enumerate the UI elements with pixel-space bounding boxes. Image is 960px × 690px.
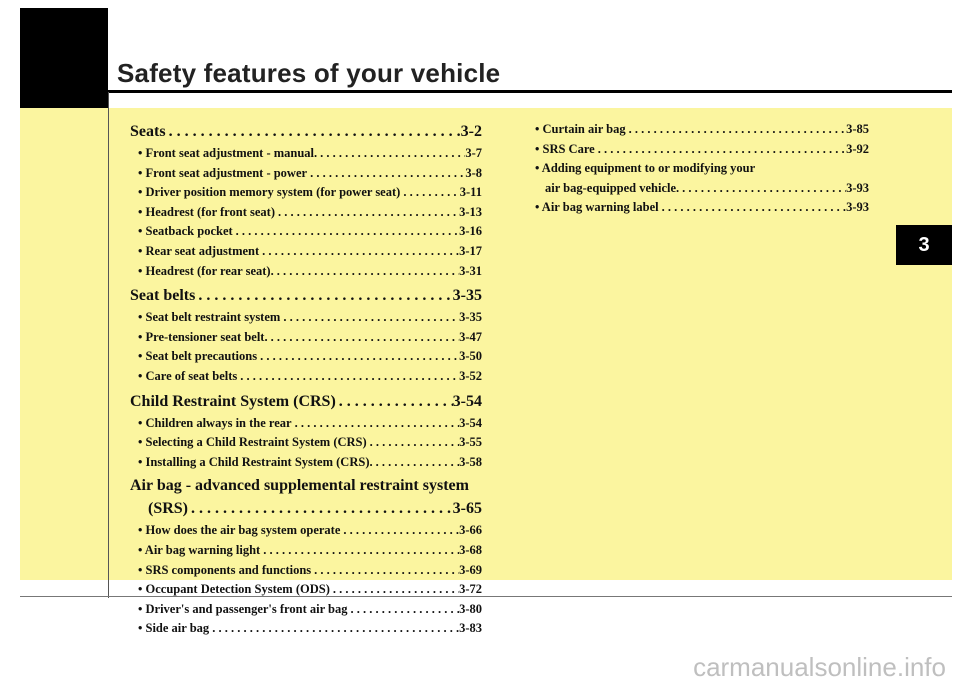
toc-entry[interactable] — [130, 561, 482, 581]
dot-leader — [188, 497, 453, 521]
toc-entry-title: • Seat belt restraint system — [138, 310, 281, 325]
toc-entry-page: 3-2 — [460, 123, 482, 140]
toc-entry[interactable] — [130, 144, 482, 164]
toc-entry-title: • Air bag warning light — [138, 542, 261, 557]
toc-entry-page: 3-50 — [459, 349, 482, 364]
toc-entry-title: • Curtain air bag — [535, 122, 626, 136]
toc-entry-title: • Rear seat adjustment — [138, 243, 260, 258]
toc-entry-title: • Care of seat belts — [138, 368, 238, 383]
toc-entry-title: • SRS Care — [535, 141, 595, 156]
dot-leader — [311, 561, 459, 581]
toc-entry-page: 3-54 — [459, 415, 482, 430]
toc-entry[interactable] — [130, 600, 482, 620]
dot-leader — [317, 144, 465, 164]
toc-right-column — [527, 120, 869, 218]
toc-entry-page: 3-83 — [459, 621, 482, 636]
dot-leader — [330, 580, 459, 600]
toc-entry-page: 3-72 — [459, 582, 482, 597]
dot-leader — [367, 433, 459, 453]
toc-entry-title: • SRS components and functions — [138, 562, 312, 577]
toc-entry[interactable] — [130, 222, 482, 242]
page-title: Safety features of your vehicle — [117, 58, 501, 88]
toc-entry-title: • Seat belt precautions — [138, 349, 258, 364]
toc-entry-title: • Front seat adjustment - manual. — [138, 146, 318, 160]
dot-leader — [237, 367, 459, 387]
dot-leader — [400, 183, 459, 203]
toc-entry-title: • Headrest (for front seat) — [138, 204, 275, 219]
dot-leader — [257, 347, 459, 367]
dot-leader — [274, 262, 459, 282]
toc-entry[interactable] — [527, 198, 869, 218]
toc-entry[interactable] — [130, 203, 482, 223]
toc-entry-title: Child Restraint System (CRS) — [130, 392, 336, 410]
toc-entry-page: 3-85 — [846, 122, 869, 136]
toc-entry[interactable] — [130, 433, 482, 453]
toc-entry-page: 3-17 — [459, 243, 482, 258]
toc-entry[interactable] — [130, 453, 482, 473]
toc-entry[interactable] — [130, 183, 482, 203]
toc-entry-page: 3-16 — [459, 224, 482, 239]
toc-entry[interactable] — [130, 497, 482, 521]
toc-entry[interactable] — [130, 308, 482, 328]
toc-entry-title: • Air bag warning label — [535, 200, 659, 215]
toc-entry-page: 3-8 — [465, 165, 482, 180]
chapter-tab-number: 3 — [918, 234, 930, 256]
toc-entry-title: • Installing a Child Restraint System (CRS). — [138, 454, 373, 469]
toc-entry[interactable] — [130, 580, 482, 600]
toc-entry-title: • Pre-tensioner seat belt. — [138, 329, 268, 344]
toc-entry-title: Seat belts — [130, 287, 196, 305]
toc-entry-title: (SRS) — [148, 500, 189, 518]
toc-entry-page: 3-65 — [452, 500, 482, 518]
corner-block — [20, 8, 108, 108]
watermark: carmanualsonline.info — [693, 652, 946, 682]
header-rule — [108, 90, 952, 93]
toc-entry-page: 3-92 — [846, 141, 869, 156]
toc-entry[interactable] — [130, 328, 482, 348]
toc-entry-title: • Occupant Detection System (ODS) — [138, 582, 330, 597]
toc-entry-page: 3-31 — [459, 263, 482, 278]
toc-entry-title: • Driver's and passenger's front air bag — [138, 601, 348, 616]
dot-leader — [659, 198, 846, 218]
toc-entry[interactable] — [130, 347, 482, 367]
toc-entry-page: 3-66 — [459, 523, 482, 538]
toc-entry[interactable] — [130, 390, 482, 414]
toc-entry[interactable] — [130, 619, 482, 639]
toc-entry-page: 3-13 — [459, 204, 482, 219]
dot-leader — [280, 308, 459, 328]
dot-leader — [626, 120, 846, 140]
toc-entry[interactable] — [130, 164, 482, 184]
margin-rule — [108, 92, 109, 598]
toc-entry[interactable] — [130, 541, 482, 561]
dot-leader — [336, 390, 453, 414]
toc-entry-page: 3-11 — [459, 185, 482, 200]
toc-entry-page: 3-47 — [459, 329, 482, 344]
toc-entry-title-line1: Air bag - advanced supplemental restraint system — [130, 477, 469, 495]
toc-entry[interactable] — [527, 120, 869, 140]
toc-left-column — [130, 120, 482, 639]
dot-leader — [373, 453, 459, 473]
toc-entry-page: 3-54 — [452, 392, 482, 410]
dot-leader — [340, 521, 459, 541]
dot-leader — [195, 284, 452, 308]
toc-entry-title-line1: • Adding equipment to or modifying your — [535, 161, 756, 176]
toc-entry-title: • How does the air bag system operate — [138, 523, 341, 538]
toc-entry-page: 3-55 — [459, 435, 482, 450]
toc-entry-page: 3-58 — [459, 454, 482, 469]
toc-entry-page: 3-80 — [459, 601, 482, 616]
dot-leader — [233, 222, 459, 242]
toc-entry-page: 3-52 — [459, 368, 482, 383]
toc-entry-title: • Selecting a Child Restraint System (CRS) — [138, 435, 367, 450]
toc-entry-page: 3-35 — [459, 310, 482, 325]
dot-leader — [292, 414, 460, 434]
dot-leader — [166, 120, 461, 144]
toc-entry-page: 3-35 — [452, 287, 482, 305]
toc-entry[interactable] — [130, 367, 482, 387]
toc-entry-title: • Driver position memory system (for power seat) — [138, 185, 401, 200]
dot-leader — [275, 203, 459, 223]
toc-entry-page: 3-93 — [846, 180, 869, 195]
toc-entry[interactable] — [527, 179, 869, 199]
toc-entry[interactable] — [130, 120, 482, 144]
dot-leader — [209, 619, 459, 639]
dot-leader — [347, 600, 459, 620]
toc-entry-title: • Seatback pocket — [138, 224, 233, 239]
dot-leader — [268, 328, 460, 348]
toc-entry-title: Seats — [130, 123, 166, 140]
toc-entry[interactable] — [130, 284, 482, 308]
toc-entry[interactable] — [527, 140, 869, 160]
toc-entry-title: • Front seat adjustment - power — [138, 165, 308, 180]
dot-leader — [679, 179, 846, 199]
chapter-tab[interactable] — [896, 225, 952, 265]
toc-entry-page: 3-68 — [459, 542, 482, 557]
dot-leader — [307, 164, 465, 184]
dot-leader — [595, 140, 846, 160]
toc-entry-page: 3-7 — [465, 146, 482, 160]
dot-leader — [260, 541, 459, 561]
toc-entry[interactable] — [130, 414, 482, 434]
toc-entry[interactable] — [130, 521, 482, 541]
toc-entry-title: • Headrest (for rear seat). — [138, 263, 274, 278]
toc-entry[interactable] — [130, 242, 482, 262]
dot-leader — [259, 242, 459, 262]
toc-entry[interactable] — [130, 262, 482, 282]
toc-entry-title: • Children always in the rear — [138, 415, 292, 430]
toc-entry-page: 3-93 — [846, 200, 869, 215]
toc-entry-title: air bag-equipped vehicle. — [545, 180, 680, 195]
toc-entry-page: 3-69 — [459, 562, 482, 577]
toc-entry-title: • Side air bag — [138, 621, 210, 636]
